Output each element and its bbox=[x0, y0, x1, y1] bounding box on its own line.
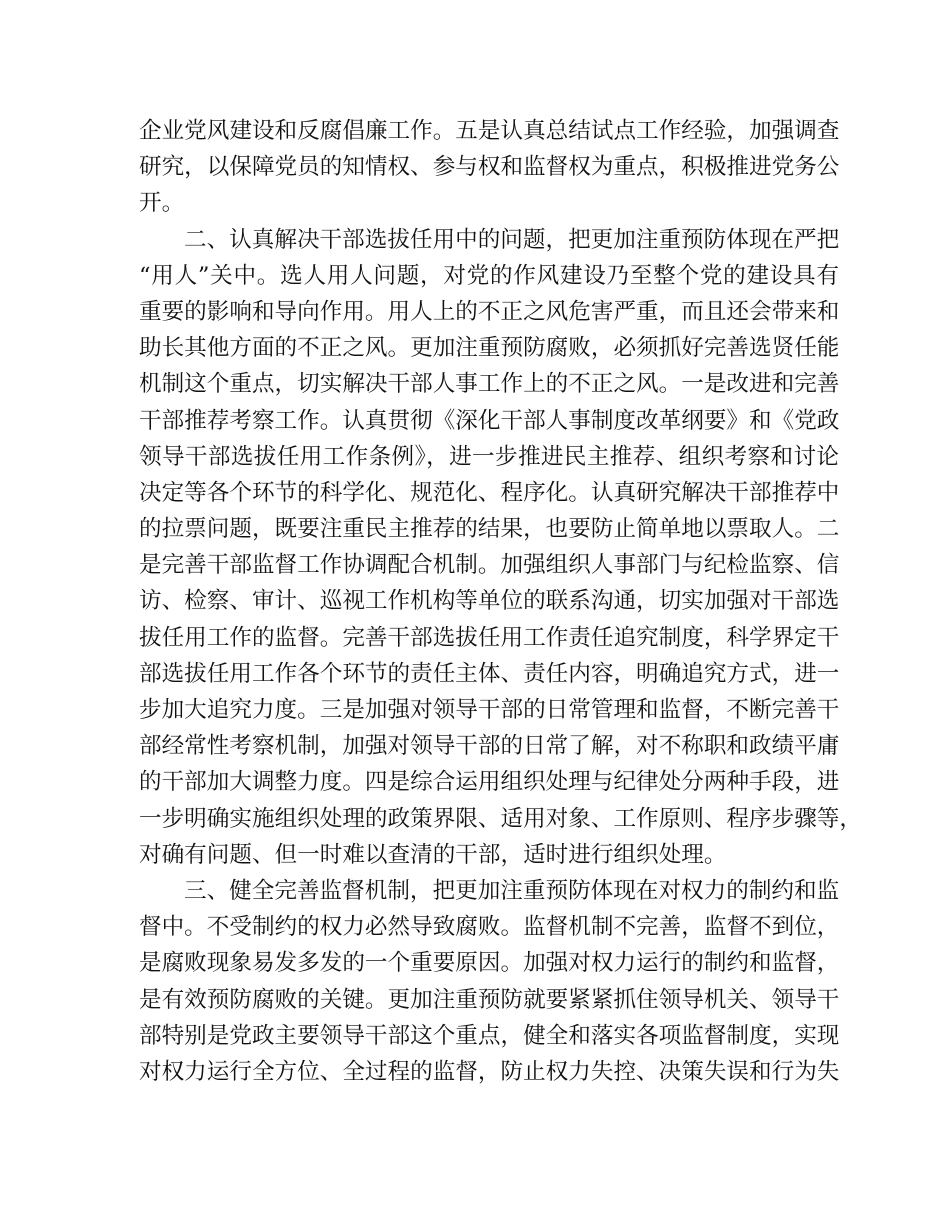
text-line: 助长其他方面的不正之风。更加注重预防腐败，必须抓好完善选贤任能 bbox=[139, 335, 840, 362]
text-line: 是有效预防腐败的关键。更加注重预防就要紧紧抓住领导机关、领导干 bbox=[139, 986, 840, 1013]
text-line: 部特别是党政主要领导干部这个重点，健全和落实各项监督制度，实现 bbox=[139, 1022, 840, 1049]
text-line: 是完善干部监督工作协调配合机制。加强组织人事部门与纪检监察、信 bbox=[139, 552, 840, 579]
paragraph bbox=[139, 113, 839, 222]
text-line: 部选拔任用工作各个环节的责任主体、责任内容，明确追究方式，进一 bbox=[139, 660, 840, 687]
text-line: 企业党风建设和反腐倡廉工作。五是认真总结试点工作经验，加强调查 bbox=[139, 118, 840, 144]
text-line: 领导干部选拔任用工作条例》，进一步推进民主推荐、组织考察和讨论 bbox=[139, 443, 839, 470]
text-line: 的拉票问题，既要注重民主推荐的结果，也要防止简单地以票取人。二 bbox=[139, 516, 840, 543]
paragraph bbox=[139, 873, 839, 1090]
text-line: 对确有问题、但一时难以查清的干部，适时进行组织处理。 bbox=[139, 841, 727, 868]
text-line: 研究，以保障党员的知情权、参与权和监督权为重点，积极推进党务公 bbox=[139, 154, 840, 181]
text-line: 干部推荐考察工作。认真贯彻《深化干部人事制度改革纲要》和《党政 bbox=[139, 407, 840, 434]
paragraph bbox=[139, 222, 862, 873]
text-line: 访、检察、审计、巡视工作机构等单位的联系沟通，切实加强对干部选 bbox=[139, 588, 840, 615]
text-line: 步加大追究力度。三是加强对领导干部的日常管理和监督，不断完善干 bbox=[139, 697, 840, 723]
text-line: 决定等各个环节的科学化、规范化、程序化。认真研究解决干部推荐中 bbox=[139, 479, 840, 506]
document-body bbox=[139, 113, 862, 1090]
text-line: 三、健全完善监督机制，把更加注重预防体现在对权力的制约和监 bbox=[184, 877, 840, 904]
text-line: 部经常性考察机制，加强对领导干部的日常了解，对不称职和政绩平庸 bbox=[139, 733, 840, 760]
text-line: 开。 bbox=[139, 190, 185, 217]
text-line: 机制这个重点，切实解决干部人事工作上的不正之风。一是改进和完善 bbox=[139, 371, 840, 398]
text-line: 督中。不受制约的权力必然导致腐败。监督机制不完善，监督不到位， bbox=[139, 914, 840, 941]
text-line: 重要的影响和导向作用。用人上的不正之风危害严重，而且还会带来和 bbox=[139, 298, 840, 325]
text-line: “用人”关中。选人用人问题，对党的作风建设乃至整个党的建设具有 bbox=[139, 262, 839, 289]
text-line: 的干部加大调整力度。四是综合运用组织处理与纪律处分两种手段，进 bbox=[139, 769, 840, 796]
text-line: 对权力运行全方位、全过程的监督，防止权力失控、决策失误和行为失 bbox=[139, 1058, 840, 1085]
text-line: 二、认真解决干部选拔任用中的问题，把更加注重预防体现在严把 bbox=[184, 226, 840, 253]
text-line: 拔任用工作的监督。完善干部选拔任用工作责任追究制度，科学界定干 bbox=[139, 624, 840, 651]
text-line: 一步明确实施组织处理的政策界限、适用对象、工作原则、程序步骤等， bbox=[139, 805, 862, 832]
text-line: 是腐败现象易发多发的一个重要原因。加强对权力运行的制约和监督， bbox=[139, 950, 840, 977]
